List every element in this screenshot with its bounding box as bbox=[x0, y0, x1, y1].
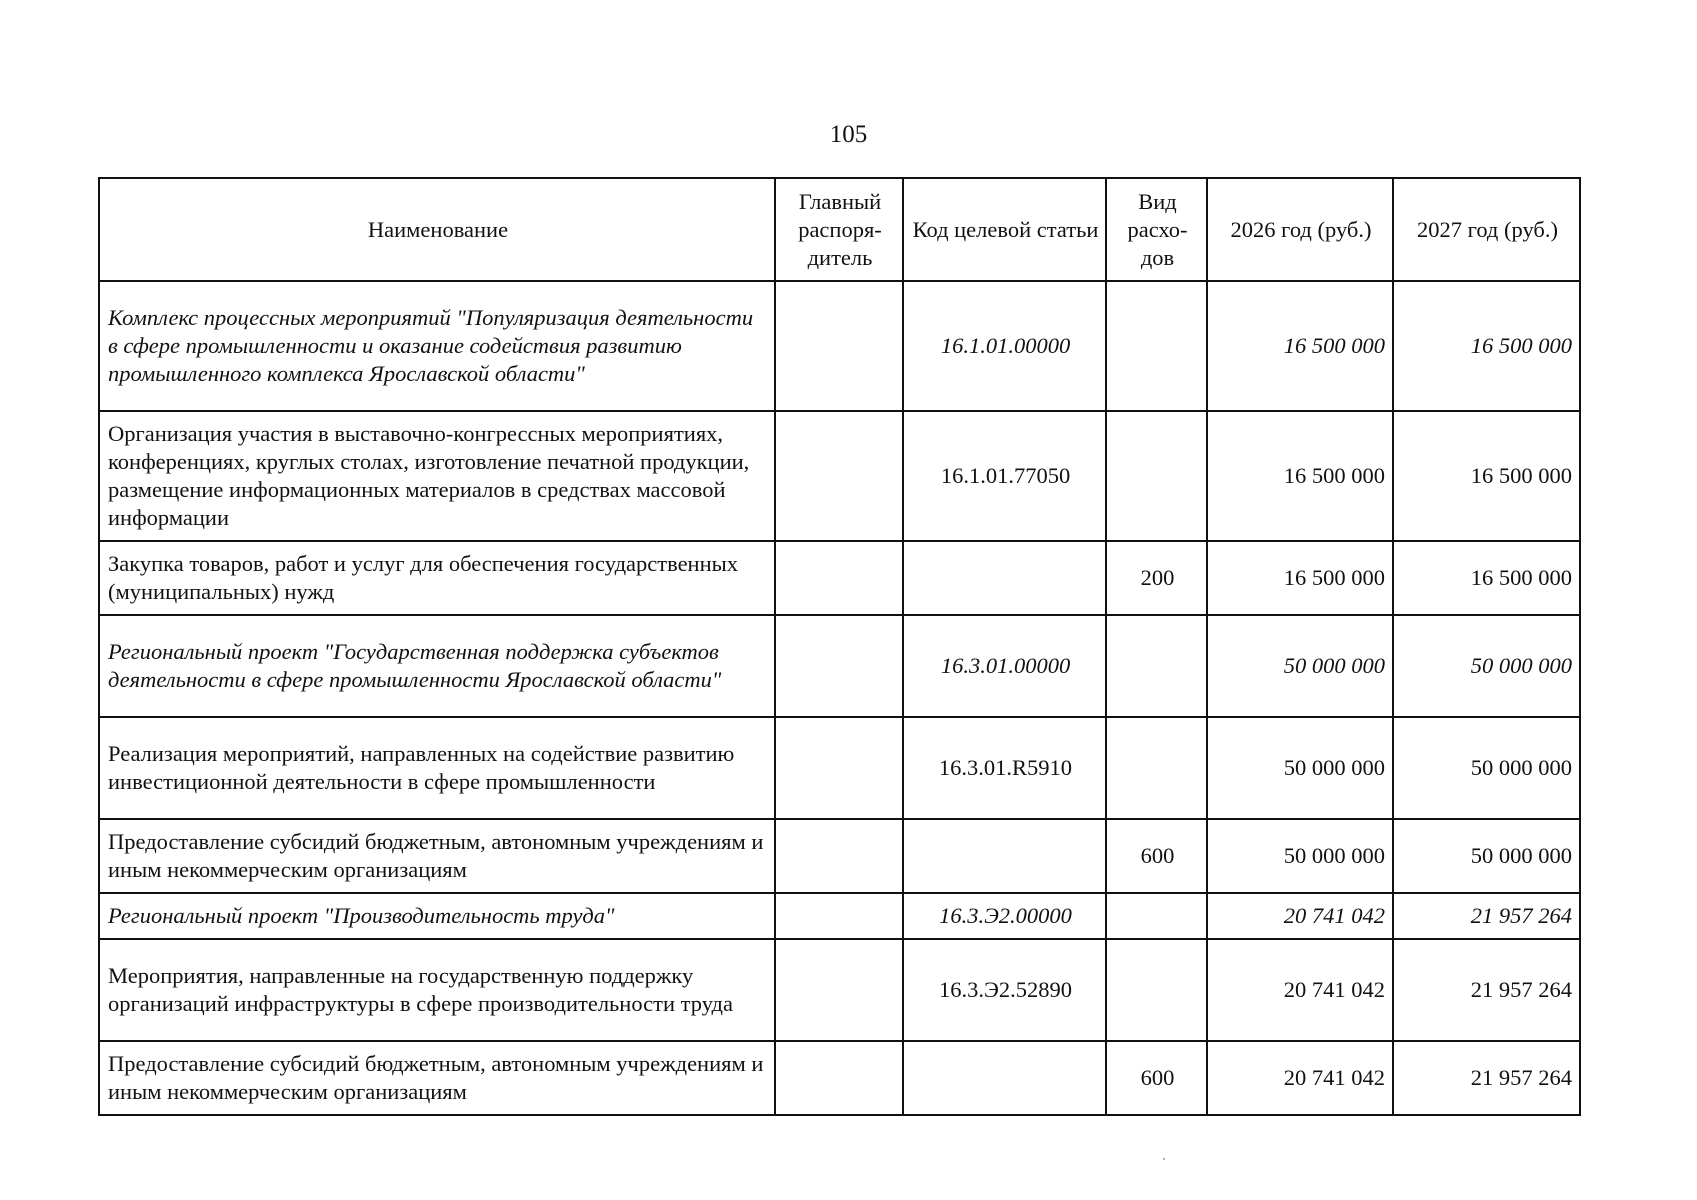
cell-code: 16.1.01.00000 bbox=[903, 281, 1106, 411]
cell-administrator bbox=[775, 717, 903, 819]
cell-code bbox=[903, 819, 1106, 893]
cell-2027: 16 500 000 bbox=[1393, 541, 1580, 615]
cell-2027: 21 957 264 bbox=[1393, 893, 1580, 939]
cell-code: 16.1.01.77050 bbox=[903, 411, 1106, 541]
cell-name: Закупка товаров, работ и услуг для обеспечения государственных (муниципальных) нужд bbox=[99, 541, 775, 615]
table-row bbox=[99, 541, 1580, 615]
cell-administrator bbox=[775, 893, 903, 939]
cell-name: Предоставление субсидий бюджетным, автономным учреждениям и иным некоммерческим организациям bbox=[99, 1041, 775, 1115]
cell-code: 16.3.Э2.00000 bbox=[903, 893, 1106, 939]
cell-code bbox=[903, 541, 1106, 615]
table-row bbox=[99, 1041, 1580, 1115]
cell-expense-type: 600 bbox=[1106, 1041, 1207, 1115]
cell-code: 16.3.Э2.52890 bbox=[903, 939, 1106, 1041]
cell-name: Комплекс процессных мероприятий "Популяризация деятельности в сфере промышленности и оказание содействия развитию промышленного комплекса Ярославской области" bbox=[99, 281, 775, 411]
header-administrator: Главный распоря-дитель bbox=[775, 178, 903, 281]
cell-administrator bbox=[775, 939, 903, 1041]
table-row bbox=[99, 615, 1580, 717]
cell-name: Предоставление субсидий бюджетным, автономным учреждениям и иным некоммерческим организациям bbox=[99, 819, 775, 893]
cell-code bbox=[903, 1041, 1106, 1115]
cell-expense-type bbox=[1106, 939, 1207, 1041]
cell-2027: 50 000 000 bbox=[1393, 717, 1580, 819]
cell-expense-type bbox=[1106, 615, 1207, 717]
table-row bbox=[99, 411, 1580, 541]
budget-table bbox=[98, 177, 1581, 1116]
table-row bbox=[99, 939, 1580, 1041]
cell-2026: 50 000 000 bbox=[1207, 819, 1393, 893]
cell-name: Региональный проект "Государственная поддержка субъектов деятельности в сфере промышленности Ярославской области" bbox=[99, 615, 775, 717]
cell-2026: 16 500 000 bbox=[1207, 541, 1393, 615]
cell-administrator bbox=[775, 819, 903, 893]
scan-speck bbox=[1163, 1158, 1165, 1160]
table-row bbox=[99, 717, 1580, 819]
cell-name: Реализация мероприятий, направленных на содействие развитию инвестиционной деятельности в сфере промышленности bbox=[99, 717, 775, 819]
header-code: Код целевой статьи bbox=[903, 178, 1106, 281]
header-expense-type: Вид расхо-дов bbox=[1106, 178, 1207, 281]
cell-code: 16.3.01.00000 bbox=[903, 615, 1106, 717]
cell-2027: 21 957 264 bbox=[1393, 1041, 1580, 1115]
cell-administrator bbox=[775, 281, 903, 411]
cell-code: 16.3.01.R5910 bbox=[903, 717, 1106, 819]
cell-name: Организация участия в выставочно-конгрессных мероприятиях, конференциях, круглых столах, изготовление печатной продукции, размещение информационных материалов в средствах массовой информации bbox=[99, 411, 775, 541]
table-row bbox=[99, 819, 1580, 893]
cell-2026: 20 741 042 bbox=[1207, 1041, 1393, 1115]
cell-2026: 16 500 000 bbox=[1207, 281, 1393, 411]
cell-expense-type: 200 bbox=[1106, 541, 1207, 615]
cell-2027: 16 500 000 bbox=[1393, 281, 1580, 411]
cell-administrator bbox=[775, 411, 903, 541]
cell-administrator bbox=[775, 1041, 903, 1115]
cell-2026: 50 000 000 bbox=[1207, 717, 1393, 819]
cell-2026: 20 741 042 bbox=[1207, 893, 1393, 939]
cell-2026: 20 741 042 bbox=[1207, 939, 1393, 1041]
cell-expense-type bbox=[1106, 411, 1207, 541]
cell-2026: 16 500 000 bbox=[1207, 411, 1393, 541]
cell-name: Региональный проект "Производительность труда" bbox=[99, 893, 775, 939]
cell-administrator bbox=[775, 615, 903, 717]
cell-expense-type bbox=[1106, 717, 1207, 819]
cell-2026: 50 000 000 bbox=[1207, 615, 1393, 717]
cell-expense-type bbox=[1106, 893, 1207, 939]
cell-name: Мероприятия, направленные на государственную поддержку организаций инфраструктуры в сфере производительности труда bbox=[99, 939, 775, 1041]
cell-2027: 50 000 000 bbox=[1393, 615, 1580, 717]
page-number: 105 bbox=[829, 121, 868, 148]
header-name: Наименование bbox=[99, 178, 775, 281]
cell-administrator bbox=[775, 541, 903, 615]
table-row bbox=[99, 281, 1580, 411]
header-2026: 2026 год (руб.) bbox=[1207, 178, 1393, 281]
table-header-row bbox=[99, 178, 1580, 281]
cell-expense-type: 600 bbox=[1106, 819, 1207, 893]
cell-2027: 16 500 000 bbox=[1393, 411, 1580, 541]
table-row bbox=[99, 893, 1580, 939]
cell-2027: 50 000 000 bbox=[1393, 819, 1580, 893]
header-2027: 2027 год (руб.) bbox=[1393, 178, 1580, 281]
cell-expense-type bbox=[1106, 281, 1207, 411]
cell-2027: 21 957 264 bbox=[1393, 939, 1580, 1041]
